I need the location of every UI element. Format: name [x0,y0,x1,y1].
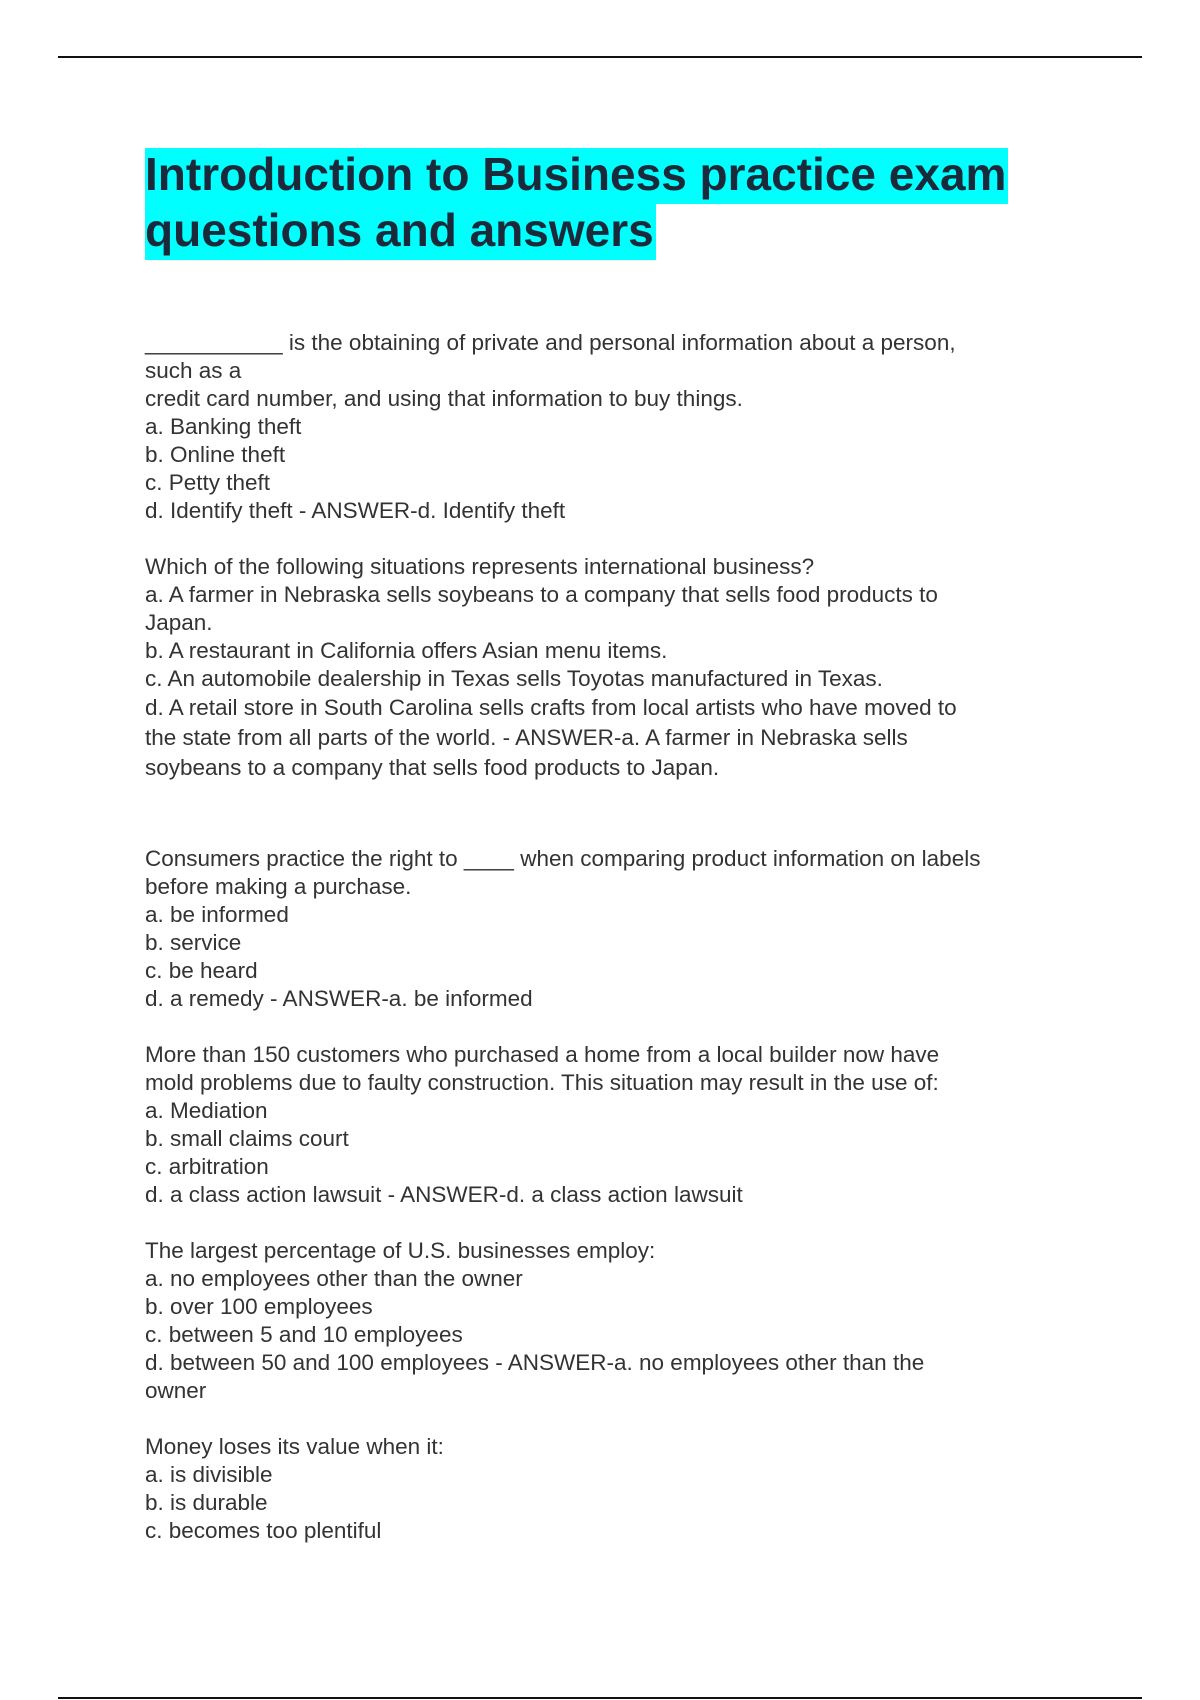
question-list [145,329,1055,1545]
question-text: ___________ is the obtaining of private and personal information about a person, [145,330,956,355]
option-b: b. service [145,930,242,955]
question-text: before making a purchase. [145,874,412,899]
question-4 [145,1041,1055,1209]
document-title [145,146,1065,258]
question-1 [145,329,1055,525]
option-a: a. no employees other than the owner [145,1266,523,1291]
question-2 [145,553,1055,783]
option-b: b. small claims court [145,1126,349,1151]
question-6 [145,1433,1055,1545]
question-text: such as a [145,358,242,383]
option-a: a. Banking theft [145,414,302,439]
option-c: c. Petty theft [145,470,271,495]
title-line-2: questions and answers [145,204,656,260]
question-text: More than 150 customers who purchased a home from a local builder now have [145,1042,940,1067]
option-a: a. is divisible [145,1462,273,1487]
option-d-answer: d. a class action lawsuit - ANSWER-d. a class action lawsuit [145,1182,743,1207]
question-3 [145,845,1055,1013]
option-d-answer: the state from all parts of the world. - ANSWER-a. A farmer in Nebraska sells [145,725,908,750]
option-c: c. becomes too plentiful [145,1518,382,1543]
bottom-rule [58,1697,1142,1699]
option-c: c. arbitration [145,1154,269,1179]
option-a: a. be informed [145,902,289,927]
question-text: The largest percentage of U.S. businesses employ: [145,1238,656,1263]
title-line-1: Introduction to Business practice exam [145,148,1008,204]
option-b: b. is durable [145,1490,268,1515]
option-d-answer: d. a remedy - ANSWER-a. be informed [145,986,533,1011]
question-text: credit card number, and using that information to buy things. [145,386,743,411]
option-d-answer: d. Identify theft - ANSWER-d. Identify theft [145,498,566,523]
question-5 [145,1237,1055,1405]
option-c: c. be heard [145,958,258,983]
option-d: d. A retail store in South Carolina sells crafts from local artists who have moved to [145,695,957,720]
option-b: b. A restaurant in California offers Asian menu items. [145,638,668,663]
option-d-answer: d. between 50 and 100 employees - ANSWER-a. no employees other than the [145,1350,925,1375]
answer-continued: soybeans to a company that sells food products to Japan. [145,755,720,780]
option-b: b. over 100 employees [145,1294,373,1319]
question-text: Consumers practice the right to ____ when comparing product information on labels [145,846,981,871]
option-a: a. A farmer in Nebraska sells soybeans to a company that sells food products to [145,582,938,607]
option-c: c. An automobile dealership in Texas sells Toyotas manufactured in Texas. [145,666,883,691]
option-c: c. between 5 and 10 employees [145,1322,463,1347]
question-text: Money loses its value when it: [145,1434,444,1459]
option-a: a. Mediation [145,1098,268,1123]
answer-continued: owner [145,1378,207,1403]
top-rule [58,56,1142,58]
option-b: b. Online theft [145,442,286,467]
question-text: Which of the following situations represents international business? [145,554,815,579]
option-a-continued: Japan. [145,610,213,635]
question-text: mold problems due to faulty construction. This situation may result in the use of: [145,1070,939,1095]
